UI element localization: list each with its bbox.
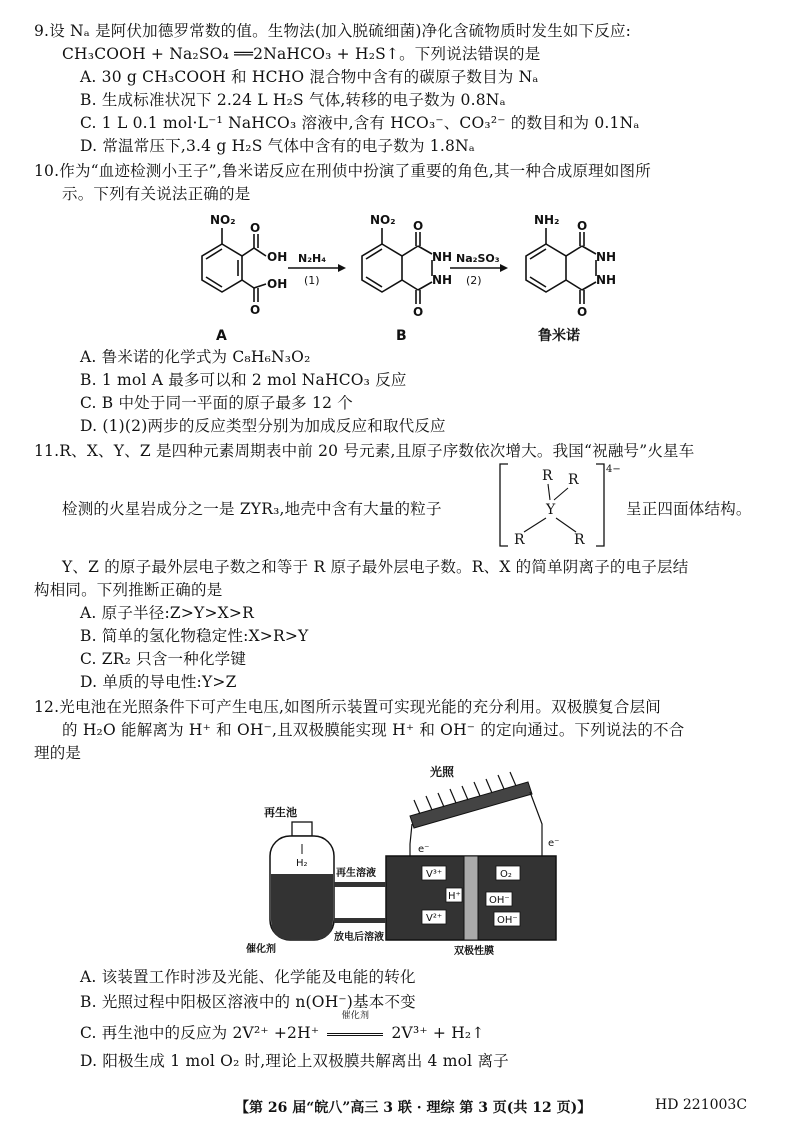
b-nh-top: NH xyxy=(432,250,453,264)
luminol-carbonyl-o-bottom: O xyxy=(577,305,588,319)
step1-label: (1) xyxy=(304,274,320,287)
tetrahedral-ion-diagram xyxy=(496,460,621,550)
q10-option-a: A. 鲁米诺的化学式为 C₈H₆N₃O₂ xyxy=(80,348,311,366)
ion-oh-label-2: OH⁻ xyxy=(497,915,518,926)
ion-r-top-right: R xyxy=(568,472,579,488)
ion-r-top-left: R xyxy=(542,468,553,484)
a-oh-top: OH xyxy=(267,250,288,264)
regen-cell-liquid xyxy=(271,874,333,940)
regen-solution-label: 再生溶液 xyxy=(336,868,376,879)
label-luminol: 鲁米诺 xyxy=(538,328,580,344)
q12-option-b: B. 光照过程中阳极区溶液中的 n(OH⁻)基本不变 xyxy=(80,993,416,1011)
ion-v3-label: V³⁺ xyxy=(426,869,443,880)
bipolar-membrane xyxy=(464,856,478,940)
q12-option-c-right: 2V³⁺ + H₂↑ xyxy=(391,1024,485,1042)
q11-stem-line3: Y、Z 的原子最外层电子数之和等于 R 原子最外层电子数。R、X 的简单阴离子的电子层结 xyxy=(62,558,689,576)
a-carbonyl-o-top: O xyxy=(250,221,261,235)
pipe-regen-solution xyxy=(334,882,386,887)
q12-option-c xyxy=(80,1011,485,1044)
ion-v2-label: V²⁺ xyxy=(426,913,443,924)
discharged-solution-label: 放电后溶液 xyxy=(334,932,384,943)
membrane-label: 双极性膜 xyxy=(454,946,494,957)
q12-option-c-arrow xyxy=(324,1011,386,1044)
b-carbonyl-o-bottom: O xyxy=(413,305,424,319)
light-label: 光照 xyxy=(430,765,455,779)
step2-label: (2) xyxy=(466,274,482,287)
page-footer: 【第 26 届“皖八”高三 3 联 · 理综 第 3 页(共 12 页)】 xyxy=(235,1100,592,1116)
ion-charge: 4− xyxy=(606,464,621,475)
q9-option-c: C. 1 L 0.1 mol·L⁻¹ NaHCO₃ 溶液中,含有 HCO₃⁻、CO₃²⁻ 的数目和为 0.1Nₐ xyxy=(80,114,640,132)
b-no2-group: NO₂ xyxy=(370,213,396,227)
ion-r-bottom-right: R xyxy=(574,532,585,548)
b-nh-bottom: NH xyxy=(432,273,453,287)
luminol-nh-bottom: NH xyxy=(596,273,617,287)
q12-stem-line1: 12.光电池在光照条件下可产生电压,如图所示装置可实现光能的充分利用。双极膜复合层间 xyxy=(34,698,661,716)
reagent-n2h4: N₂H₄ xyxy=(298,252,327,265)
ion-oh-label-1: OH⁻ xyxy=(489,895,510,906)
o2-label: O₂ xyxy=(500,869,512,880)
molecule-a xyxy=(202,228,266,302)
q10-option-b: B. 1 mol A 最多可以和 2 mol NaHCO₃ 反应 xyxy=(80,371,407,389)
luminol-nh-top: NH xyxy=(596,250,617,264)
q9-option-d: D. 常温常压下,3.4 g H₂S 气体中含有的电子数为 1.8Nₐ xyxy=(80,137,475,155)
q12-option-c-catalyst: 催化剂 xyxy=(341,1011,370,1021)
q11-stem-line2b: 呈正四面体结构。 xyxy=(626,500,752,518)
wire-left xyxy=(410,824,412,856)
q11-option-d: D. 单质的导电性:Y>Z xyxy=(80,673,237,691)
q11-stem-line2a: 检测的火星岩成分之一是 ZYR₃,地壳中含有大量的粒子 xyxy=(62,500,442,518)
bracket-left xyxy=(500,464,508,546)
ion-y-center: Y xyxy=(546,502,556,518)
reagent-na2so3: Na₂SO₃ xyxy=(456,252,500,265)
a-oh-bottom: OH xyxy=(267,277,288,291)
label-a: A xyxy=(216,328,227,344)
q10-option-c: C. B 中处于同一平面的原子最多 12 个 xyxy=(80,394,353,412)
electron-right: e⁻ xyxy=(548,838,560,849)
molecule-luminol xyxy=(526,228,596,304)
ion-r-bottom-left: R xyxy=(514,532,525,548)
q12-stem-line3: 理的是 xyxy=(34,744,82,762)
q11-stem-line1: 11.R、X、Y、Z 是四种元素周期表中前 20 号元素,且原子序数依次增大。我国“祝融号”火星车 xyxy=(34,442,695,460)
pipe-discharged-solution xyxy=(334,918,386,923)
q10-stem-line1: 10.作为“血迹检测小王子”,鲁米诺反应在刑侦中扮演了重要的角色,其一种合成原理如图所 xyxy=(34,162,651,180)
catalyst-label: 催化剂 xyxy=(246,944,276,955)
q11-option-b: B. 简单的氢化物稳定性:X>R>Y xyxy=(80,627,309,645)
q10-stem-line2: 示。下列有关说法正确的是 xyxy=(62,185,251,203)
solar-panel xyxy=(410,772,532,828)
q9-option-b: B. 生成标准状况下 2.24 L H₂S 气体,转移的电子数为 0.8Nₐ xyxy=(80,91,506,109)
q9-stem-line2: CH₃COOH + Na₂SO₄ ══2NaHCO₃ + H₂S↑。下列说法错误的是 xyxy=(62,45,541,63)
luminol-carbonyl-o-top: O xyxy=(577,219,588,233)
q10-option-d: D. (1)(2)两步的反应类型分别为加成反应和取代反应 xyxy=(80,417,446,435)
molecule-b xyxy=(362,228,432,304)
regen-cell-label: 再生池 xyxy=(264,806,297,819)
a-carbonyl-o-bottom: O xyxy=(250,303,261,317)
q9-option-a: A. 30 g CH₃COOH 和 HCHO 混合物中含有的碳原子数目为 Nₐ xyxy=(80,68,539,86)
q12-option-d: D. 阳极生成 1 mol O₂ 时,理论上双极膜共解离出 4 mol 离子 xyxy=(80,1052,509,1070)
q12-option-c-left: C. 再生池中的反应为 2V²⁺ +2H⁺ xyxy=(80,1024,320,1042)
wire-right xyxy=(530,792,542,856)
regen-cell-cap xyxy=(292,822,312,836)
ion-hplus-label: H⁺ xyxy=(448,891,461,902)
photoelectrochemical-device-diagram xyxy=(240,764,570,956)
b-carbonyl-o-top: O xyxy=(413,219,424,233)
q12-stem-line2: 的 H₂O 能解离为 H⁺ 和 OH⁻,且双极膜能实现 H⁺ 和 OH⁻ 的定向通过。下列说法的不合 xyxy=(62,721,685,739)
label-b: B xyxy=(396,328,407,344)
q12-option-a: A. 该装置工作时涉及光能、化学能及电能的转化 xyxy=(80,968,416,986)
luminol-synthesis-diagram xyxy=(170,204,630,344)
q11-option-a: A. 原子半径:Z>Y>X>R xyxy=(80,604,254,622)
q11-option-c: C. ZR₂ 只含一种化学键 xyxy=(80,650,247,668)
q9-stem-line1: 9.设 Nₐ 是阿伏加德罗常数的值。生物法(加入脱硫细菌)净化含硫物质时发生如下反应: xyxy=(34,22,632,40)
bracket-right xyxy=(596,464,604,546)
luminol-nh2-group: NH₂ xyxy=(534,213,560,227)
arrow-step2-head xyxy=(500,264,508,272)
h2-label: H₂ xyxy=(296,858,308,869)
a-no2-group: NO₂ xyxy=(210,213,236,227)
q11-stem-line4: 构相同。下列推断正确的是 xyxy=(34,581,223,599)
electron-left: e⁻ xyxy=(418,844,430,855)
exam-code: HD 221003C xyxy=(655,1097,748,1113)
arrow-step1-head xyxy=(338,264,346,272)
